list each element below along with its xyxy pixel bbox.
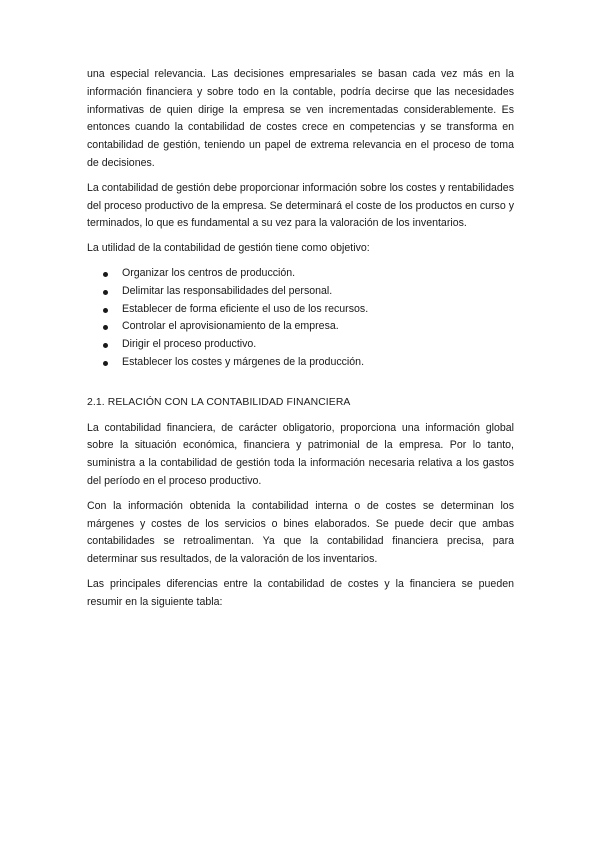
page-content [87, 66, 514, 619]
section-paragraph-3: Las principales diferencias entre la contabilidad de costes y la financiera se pueden resumir en la siguiente tabla: [87, 577, 514, 608]
section-heading: 2.1. RELACIÓN CON LA CONTABILIDAD FINANCIERA [87, 396, 351, 408]
list-item: Delimitar las responsabilidades del personal. [87, 283, 514, 301]
section-paragraph-1: La contabilidad financiera, de carácter obligatorio, proporciona una información global sobre la situación económica, financiera y patrimonial de la empresa. Por lo tanto, suministra a la contabilidad de gestión toda la información necesaria relativa a los gastos del período en el proceso productivo. [87, 421, 514, 487]
intro-paragraph-3: La utilidad de la contabilidad de gestión tiene como objetivo: [87, 242, 370, 255]
section-paragraph-2: Con la información obtenida la contabilidad interna o de costes se determinan los márgenes y costes de los servicios o bines elaborados. Se puede decir que ambas contabilidades se retroalimentan. Ya que la contabilidad financiera precisa, para determinar sus resultados, de la valoración de los inventarios. [87, 499, 514, 566]
intro-paragraph-1: una especial relevancia. Las decisiones empresariales se basan cada vez más en la información financiera y sobre todo en la contable, podría decirse que las necesidades informativas de quien dirige la empresa se ven incrementadas considerablemente. Es entonces cuando la contabilidad de costes crece en competencias y se transforma en contabilidad de gestión, teniendo un papel de extrema relevancia en el proceso de toma de decisiones. [87, 68, 514, 169]
list-item: Establecer los costes y márgenes de la producción. [87, 354, 514, 372]
list-item: Establecer de forma eficiente el uso de los recursos. [87, 301, 514, 319]
list-item: Dirigir el proceso productivo. [87, 336, 514, 354]
intro-paragraph-2: La contabilidad de gestión debe proporcionar información sobre los costes y rentabilidades del proceso productivo de la empresa. Se determinará el coste de los productos en curso y terminados, lo que es fundamental a su vez para la valoración de los inventarios. [87, 181, 514, 230]
objectives-list [87, 265, 514, 372]
list-item: Controlar el aprovisionamiento de la empresa. [87, 318, 514, 336]
list-item: Organizar los centros de producción. [87, 265, 514, 283]
